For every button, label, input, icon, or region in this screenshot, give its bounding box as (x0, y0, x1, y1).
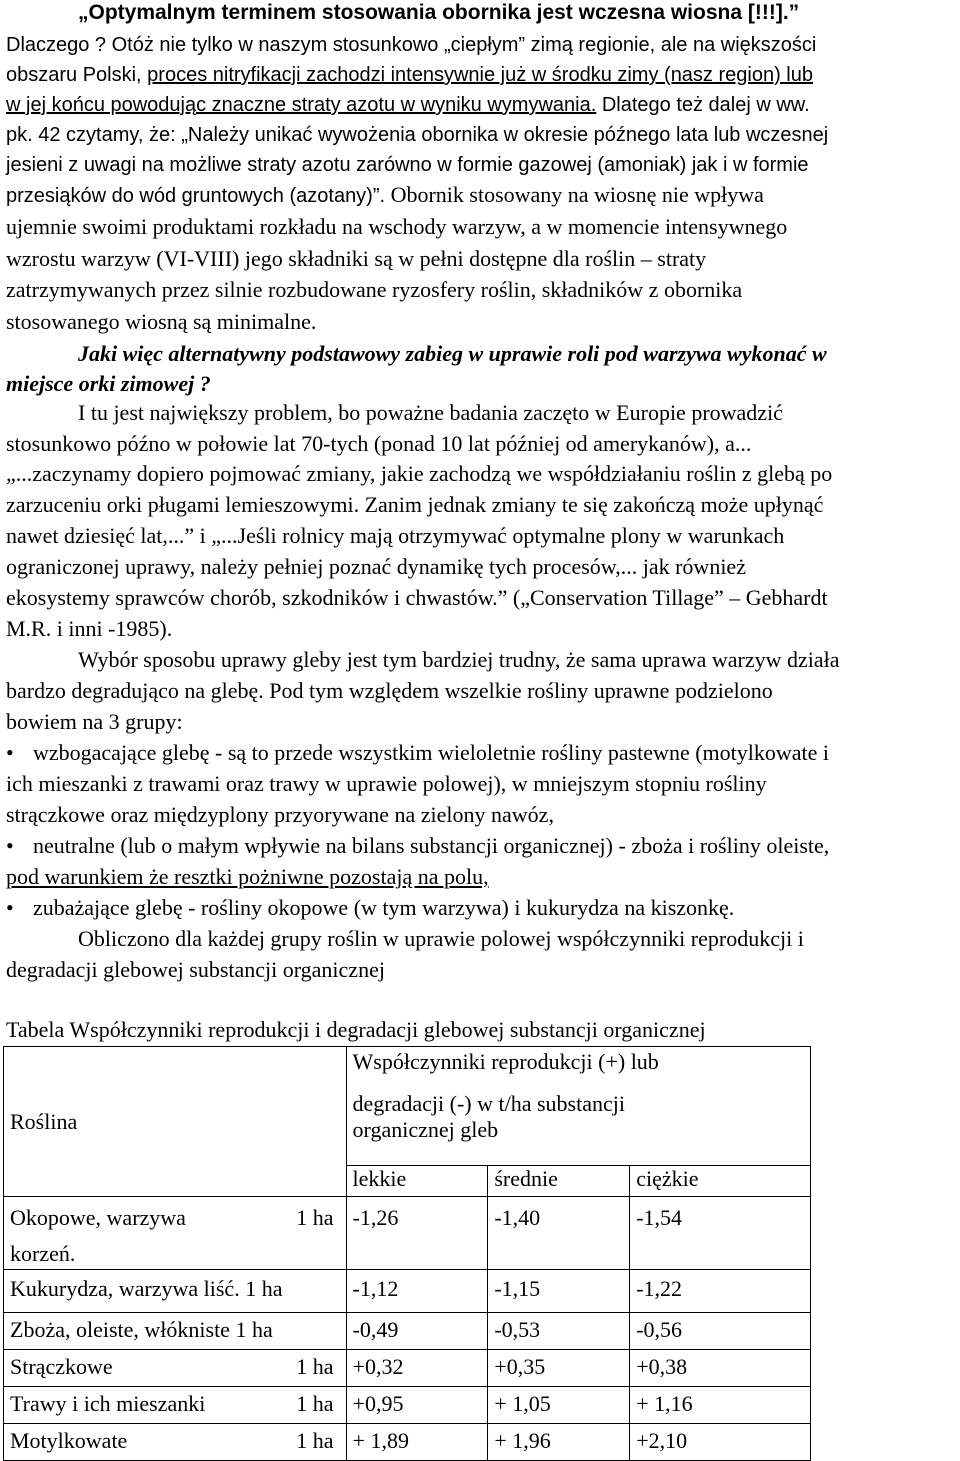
paragraph-line: jesieni z uwagi na możliwe straty azotu zarówno w formie gazowej (amoniak) jak i w formie (6, 154, 809, 176)
cell-heavy: -0,56 (630, 1313, 811, 1350)
paragraph-line: Dlaczego ? Otóż nie tylko w naszym stosunkowo „ciepłym” zimą regionie, ale na większości (6, 34, 817, 56)
bullet-line: ich mieszanki z trawami oraz trawy w uprawie polowej), w mniejszym stopniu rośliny (6, 771, 767, 796)
row-unit: 1 ha (296, 1391, 334, 1416)
underlined-text: proces nitryfikacji zachodzi intensywnie już w środku zimy (nasz region) lub (147, 64, 813, 86)
bullet-line: pod warunkiem że resztki pożniwne pozostają na polu, (6, 864, 489, 889)
paragraph-line (6, 182, 764, 209)
text-span: Obornik stosowany na wiosnę nie wpływa (385, 182, 764, 207)
row-label: Motylkowate (10, 1428, 128, 1453)
row-name-cell (4, 1387, 347, 1424)
cell-light: -1,12 (346, 1270, 488, 1313)
underlined-text: w jej końcu powodując znaczne straty azotu w wyniku wymywania. (6, 94, 597, 116)
coefficients-table (3, 1046, 811, 1461)
text-span: obszaru Polski, (6, 64, 148, 86)
paragraph-line: zarzuceniu orki pługami lemieszowymi. Zanim jednak zmiany te się zakończą może upłynąć (6, 492, 824, 517)
header-line: organicznej gleb (352, 1117, 499, 1142)
question-line: Jaki więc alternatywny podstawowy zabieg w uprawie roli pod warzywa wykonać w (78, 341, 827, 366)
cell-medium: + 1,96 (488, 1424, 630, 1461)
bullet-icon: • (6, 895, 14, 920)
paragraph-line: M.R. i inni -1985). (6, 616, 173, 641)
paragraph-line: ograniczonej uprawy, należy pełniej poznać dynamikę tych procesów,... jak również (6, 554, 746, 579)
paragraph-line (6, 92, 810, 118)
bullet-line: zubażające glebę - rośliny okopowe (w tym warzywa) i kukurydza na kiszonkę. (33, 895, 735, 920)
row-label: Kukurydza, warzywa liść. (10, 1276, 240, 1301)
cell-light: -0,49 (346, 1313, 488, 1350)
paragraph-line: nawet dziesięć lat,...” i „...Jeśli rolnicy mają otrzymywać optymalne plony w warunkach (6, 523, 785, 548)
cell-heavy: + 1,16 (630, 1387, 811, 1424)
cell-heavy: -1,54 (630, 1197, 811, 1270)
row-name (10, 1354, 340, 1380)
row-name (10, 1428, 340, 1454)
paragraph-line: pk. 42 czytamy, że: „Należy unikać wywożenia obornika w okresie późnego lata lub wczesnej (6, 124, 829, 146)
cell-medium: + 1,05 (488, 1387, 630, 1424)
cell-medium: -1,40 (488, 1197, 630, 1270)
row-name-cell (4, 1270, 347, 1313)
cell-heavy: +2,10 (630, 1424, 811, 1461)
bullet-line: neutralne (lub o małym wpływie na bilans substancji organicznej) - zboża i rośliny oleiste, (33, 833, 830, 858)
row-label: Zboża, oleiste, włókniste (10, 1317, 230, 1342)
header-soil-medium: średnie (488, 1166, 630, 1197)
paragraph-line: stosunkowo późno w połowie lat 70-tych (ponad 10 lat później od amerykanów), a... (6, 431, 752, 456)
cell-heavy: +0,38 (630, 1350, 811, 1387)
cell-light: -1,26 (346, 1197, 488, 1270)
header-plant: Roślina (4, 1047, 347, 1197)
text-span: Dlatego też dalej w ww. (596, 94, 810, 116)
paragraph-line: Wybór sposobu uprawy gleby jest tym bardziej trudny, że sama uprawa warzyw działa (78, 647, 840, 672)
row-unit: 1 ha (235, 1317, 273, 1342)
cell-medium: -0,53 (488, 1313, 630, 1350)
table-row (4, 1270, 811, 1313)
row-unit: 1 ha (296, 1205, 334, 1230)
bullet-icon: • (6, 740, 14, 765)
row-label-continued: korzeń. (10, 1241, 76, 1266)
table-header-row (4, 1047, 811, 1166)
table-row (4, 1387, 811, 1424)
row-name (10, 1205, 340, 1231)
header-coefficients (346, 1047, 810, 1166)
cell-light: +0,32 (346, 1350, 488, 1387)
paragraph-line: Obliczono dla każdej grupy roślin w uprawie polowej współczynniki reprodukcji i (78, 926, 804, 951)
bullet-line: strączkowe oraz międzyplony przyorywane na zielony nawóz, (6, 802, 554, 827)
row-label: Okopowe, warzywa (10, 1205, 186, 1230)
row-label: Trawy i ich mieszanki (10, 1391, 206, 1416)
row-label: Strączkowe (10, 1354, 113, 1379)
cell-heavy: -1,22 (630, 1270, 811, 1313)
cell-medium: +0,35 (488, 1350, 630, 1387)
paragraph-line: I tu jest największy problem, bo poważne badania zaczęto w Europie prowadzić (78, 400, 783, 425)
row-name (10, 1317, 340, 1343)
row-unit: 1 ha (245, 1276, 283, 1301)
document-heading: „Optymalnym terminem stosowania obornika jest wczesna wiosna [!!!].” (78, 1, 800, 24)
paragraph-line (6, 62, 813, 88)
row-unit: 1 ha (296, 1354, 334, 1379)
question-line: miejsce orki zimowej ? (6, 371, 211, 396)
paragraph-line: zatrzymywanych przez silnie rozbudowane ryzosfery roślin, składników z obornika (6, 277, 743, 302)
row-name (10, 1276, 340, 1302)
row-unit: 1 ha (296, 1428, 334, 1453)
row-name-cell (4, 1313, 347, 1350)
text-span: przesiąków do wód gruntowych (azotany)”. (6, 185, 386, 207)
table-caption: Tabela Współczynniki reprodukcji i degradacji glebowej substancji organicznej (6, 1017, 706, 1042)
paragraph-line: ekosystemy sprawców chorób, szkodników i chwastów.” („Conservation Tillage” – Gebhardt (6, 585, 828, 610)
paragraph-line: bowiem na 3 grupy: (6, 709, 183, 734)
paragraph-line: „...zaczynamy dopiero pojmować zmiany, jakie zachodzą we współdziałaniu roślin z glebą po (6, 461, 833, 486)
bullet-icon: • (6, 833, 14, 858)
cell-light: +0,95 (346, 1387, 488, 1424)
bullet-line: wzbogacające glebę - są to przede wszystkim wieloletnie rośliny pastewne (motylkowate i (33, 740, 830, 765)
cell-medium: -1,15 (488, 1270, 630, 1313)
paragraph-line: ujemnie swoimi produktami rozkładu na wschody warzyw, a w momencie intensywnego (6, 214, 788, 239)
row-name-cell (4, 1350, 347, 1387)
row-name (10, 1391, 340, 1417)
paragraph-line: stosowanego wiosną są minimalne. (6, 309, 317, 334)
header-soil-light: lekkie (346, 1166, 488, 1197)
paragraph-line: bardzo degradująco na glebę. Pod tym względem wszelkie rośliny uprawne podzielono (6, 678, 773, 703)
table-row (4, 1197, 811, 1270)
row-name-cell (4, 1197, 347, 1270)
header-soil-heavy: ciężkie (630, 1166, 811, 1197)
table-row (4, 1313, 811, 1350)
paragraph-line: degradacji glebowej substancji organicznej (6, 957, 385, 982)
header-line: degradacji (-) w t/ha substancji (352, 1091, 625, 1116)
table-row (4, 1350, 811, 1387)
header-line: Współczynniki reprodukcji (+) lub (352, 1049, 659, 1074)
paragraph-line: wzrostu warzyw (VI-VIII) jego składniki są w pełni dostępne dla roślin – straty (6, 246, 707, 271)
cell-light: + 1,89 (346, 1424, 488, 1461)
